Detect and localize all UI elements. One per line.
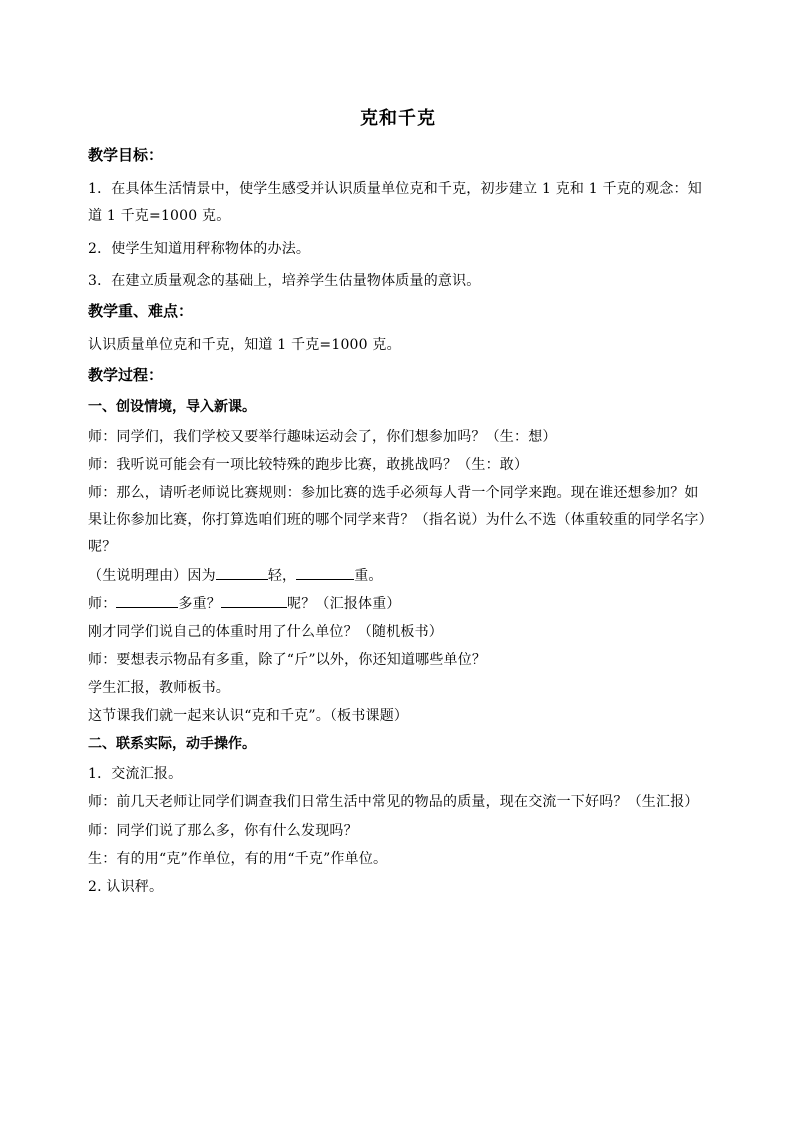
fill-line-1-suffix: 重。 <box>354 568 383 584</box>
fill-blank <box>296 565 354 580</box>
goals-heading: 教学目标： <box>88 146 164 164</box>
part1-line-6: 学生汇报，教师板书。 <box>88 680 230 696</box>
key-points-heading: 教学重、难点： <box>88 302 194 320</box>
part2-line-1: 1．交流汇报。 <box>88 766 183 782</box>
fill-blank <box>216 565 268 580</box>
part1-line-5: 师：要想表示物品有多重，除了“斤”以外，你还知道哪些单位？ <box>88 652 487 668</box>
part2-line-4: 生：有的用“克”作单位，有的用“千克”作单位。 <box>88 851 388 867</box>
fill-line-1-prefix: （生说明理由）因为 <box>88 568 216 584</box>
part1-heading: 一、创设情境，导入新课。 <box>88 399 256 415</box>
document-content <box>88 104 708 902</box>
part1-line-1: 师：同学们，我们学校又要举行趣味运动会了，你们想参加吗？（生：想） <box>88 429 557 445</box>
part1-line-4: 刚才同学们说自己的体重时用了什么单位？（随机板书） <box>88 624 443 640</box>
goal-item-1: 1．在具体生活情景中，使学生感受并认识质量单位克和千克，初步建立 1 克和 1 千克的观念：知道 1 千克=1000 克。 <box>88 181 702 224</box>
part2-heading: 二、联系实际，动手操作。 <box>88 736 256 752</box>
part1-line-7: 这节课我们就一起来认识“克和千克”。（板书课题） <box>88 708 409 724</box>
goal-item-3: 3．在建立质量观念的基础上，培养学生估量物体质量的意识。 <box>88 273 481 289</box>
fill-line-1-mid: 轻， <box>267 568 297 584</box>
fill-blank <box>116 593 178 608</box>
fill-line-2 <box>88 591 708 617</box>
part1-line-3: 师：那么，请听老师说比赛规则：参加比赛的选手必须每人背一个同学来跑。现在谁还想参加？如果让你参加比赛，你打算选咱们班的哪个同学来背？（指名说）为什么不选（体重较重的同学名字）呢？ <box>88 485 706 555</box>
part2-line-2: 师：前几天老师让同学们调查我们日常生活中常见的物品的质量，现在交流一下好吗？（生汇报） <box>88 794 699 810</box>
fill-line-2-prefix: 师： <box>88 596 117 612</box>
part2-line-3: 师：同学们说了那么多，你有什么发现吗？ <box>88 823 358 839</box>
fill-line-2-mid: 多重？ <box>178 596 222 612</box>
goal-item-2: 2．使学生知道用秤称物体的办法。 <box>88 241 311 257</box>
fill-blank <box>221 593 287 608</box>
key-points-text: 认识质量单位克和千克，知道 1 千克=1000 克。 <box>88 337 401 353</box>
part2-line-5: 2. 认识秤。 <box>88 879 164 895</box>
part1-line-2: 师：我听说可能会有一项比较特殊的跑步比赛，敢挑战吗？（生：敢） <box>88 457 529 473</box>
document-title: 克和千克 <box>360 108 436 129</box>
fill-line-1 <box>88 563 708 589</box>
process-heading: 教学过程： <box>88 366 164 384</box>
fill-line-2-suffix: 呢？（汇报体重） <box>287 596 401 612</box>
